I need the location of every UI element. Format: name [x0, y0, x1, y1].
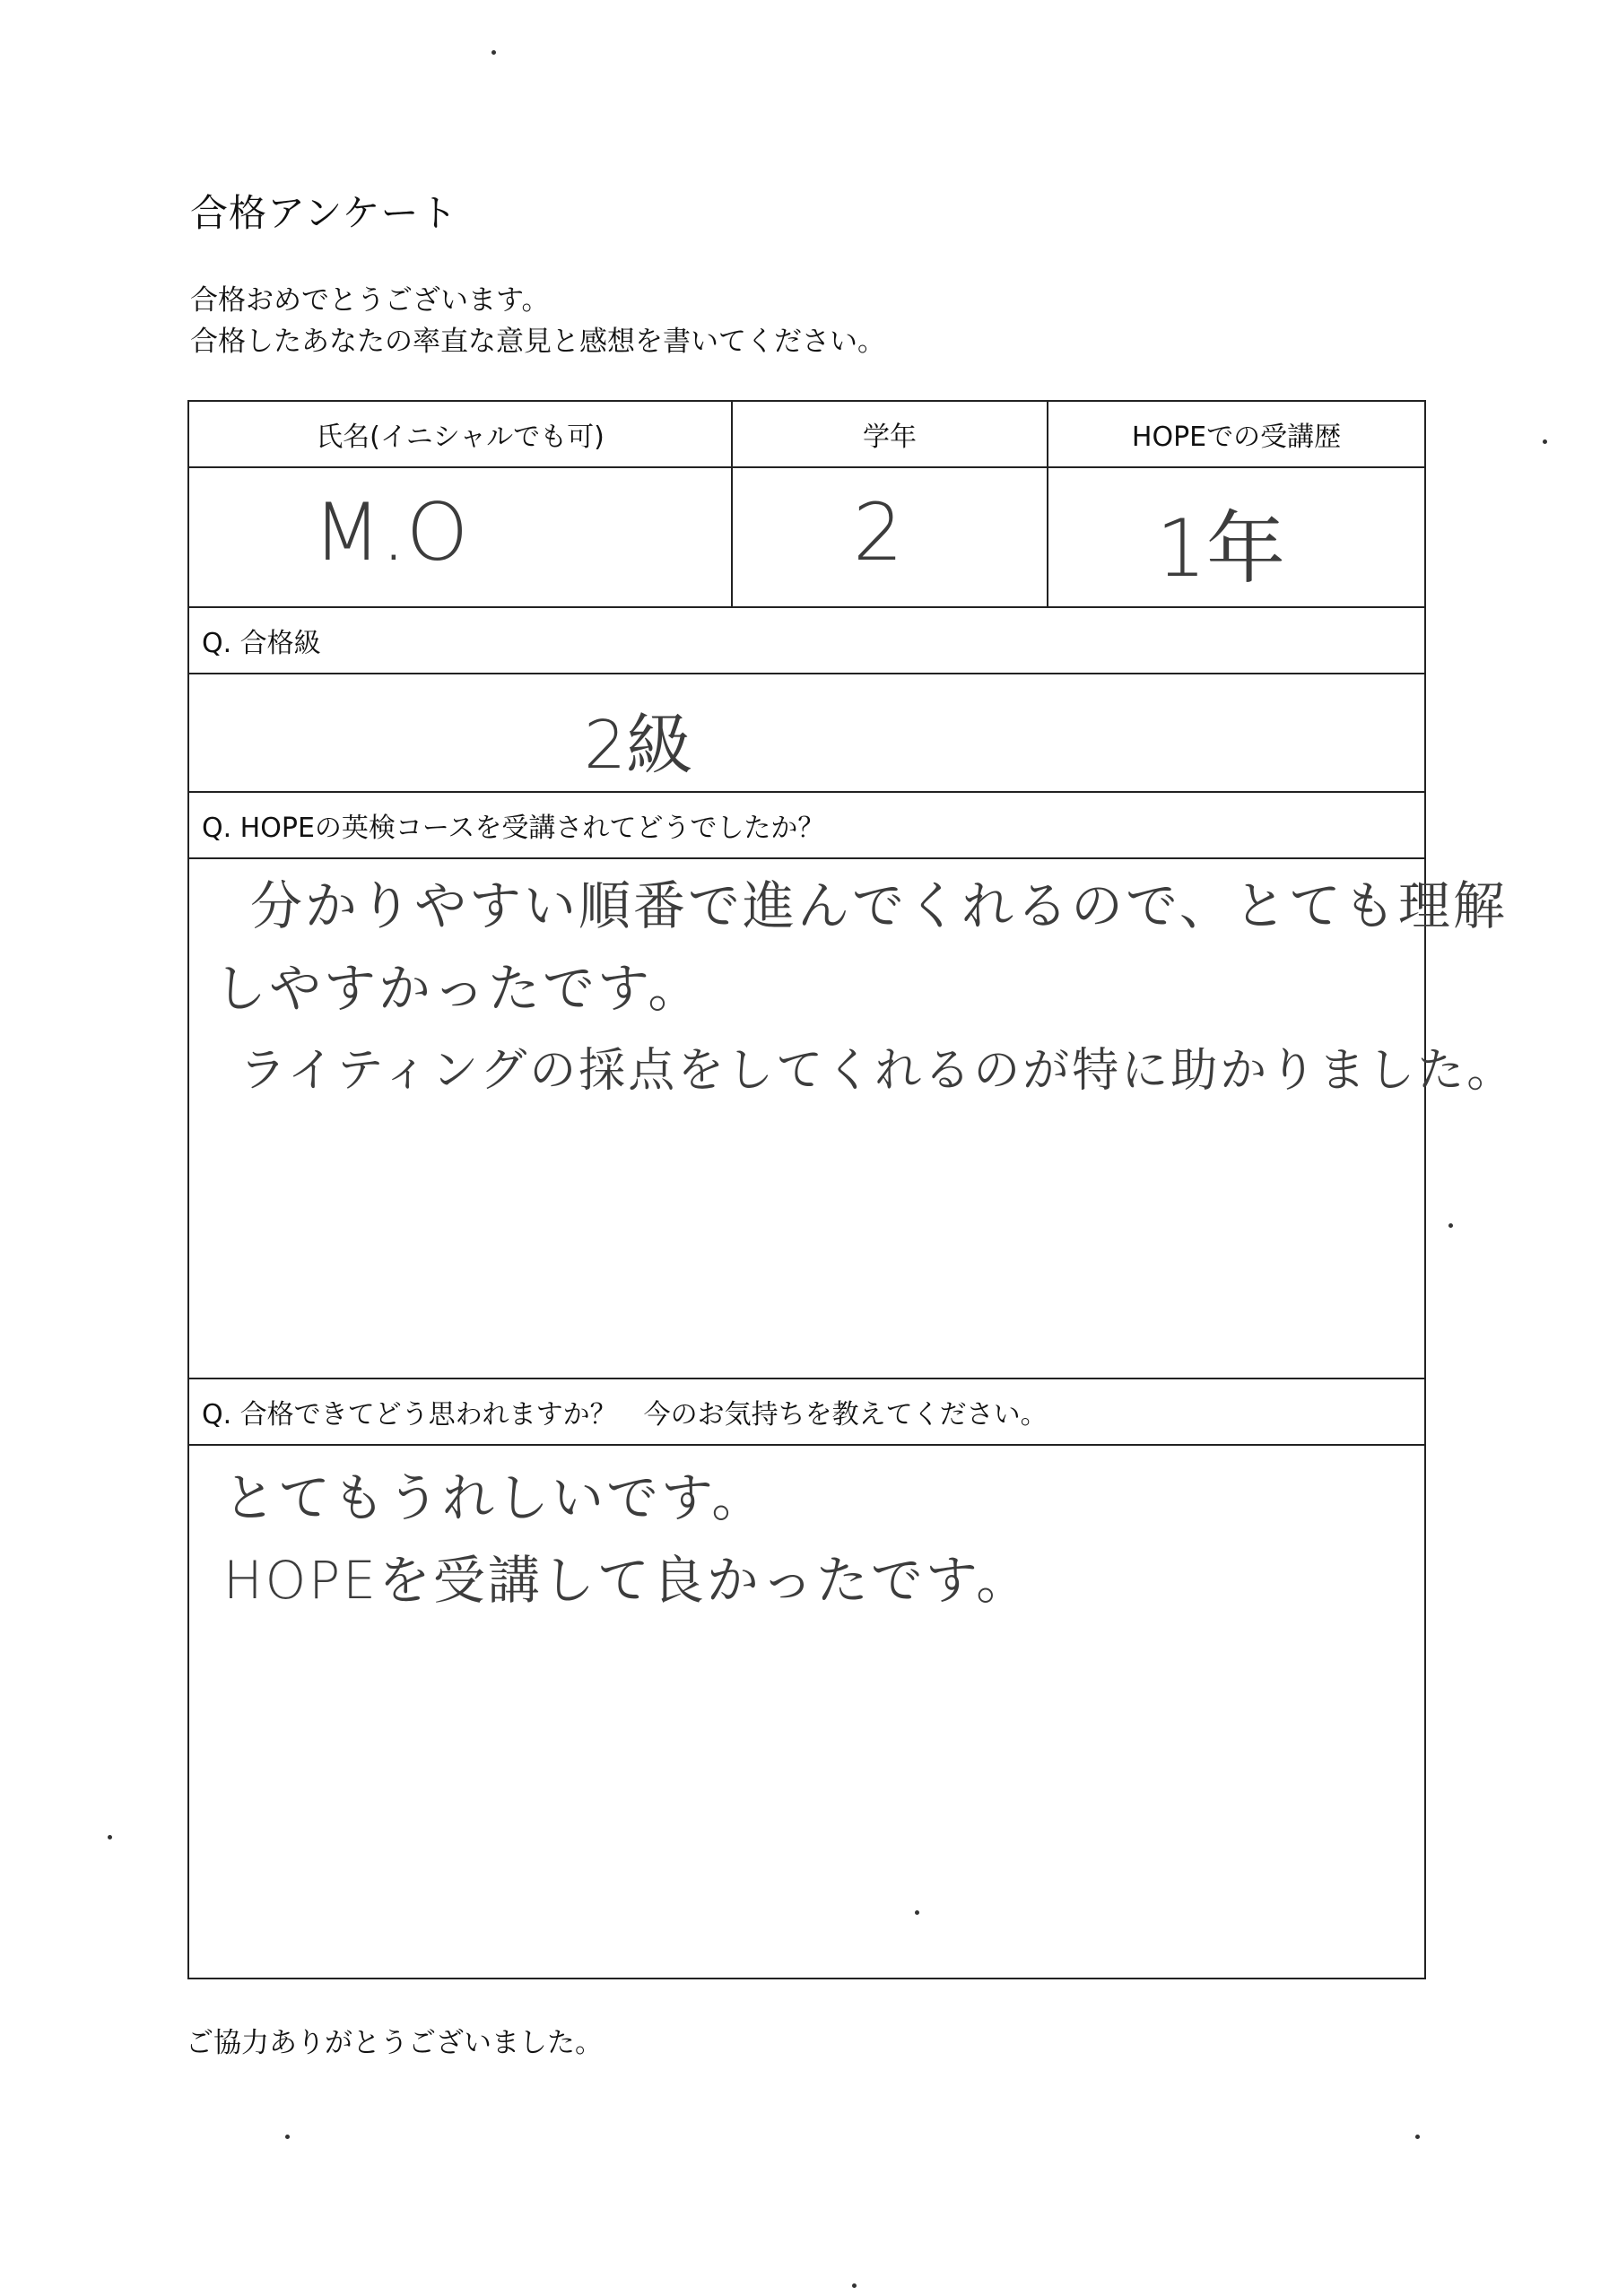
history-cell — [1048, 468, 1424, 606]
scan-speck — [1543, 439, 1547, 444]
scan-speck — [285, 2135, 290, 2139]
scan-speck — [108, 1835, 112, 1839]
answer-line: とてもうれしいです。 — [223, 1467, 767, 1528]
question-2-label: Q. HOPEの英検コースを受講されてどうでしたか？ — [189, 793, 1424, 859]
header-grade: 学年 — [733, 402, 1048, 466]
question-1-answer: 2級 — [584, 707, 693, 784]
table-header-row — [189, 402, 1424, 468]
scan-speck — [915, 1910, 919, 1915]
question-1-label: Q. 合格級 — [189, 608, 1424, 674]
scan-speck — [1415, 2135, 1420, 2139]
answer-line: 分かりやすい順番で進んでくれるので、とても理解 — [250, 875, 1508, 936]
question-3-answer — [223, 1457, 1406, 1622]
question-3-label: Q. 合格できてどう思われますか？ 今のお気持ちを教えてください。 — [189, 1379, 1424, 1446]
scan-speck — [1448, 1223, 1453, 1228]
form-title: 合格アンケート — [190, 191, 458, 235]
header-name: 氏名(イニシャルでも可) — [189, 402, 733, 466]
answer-line: ライティングの採点をしてくれるのが特に助かりました。 — [239, 1044, 1517, 1098]
name-cell — [189, 468, 733, 606]
question-1-answer-box — [189, 674, 1424, 793]
question-3-answer-box — [189, 1446, 1424, 1978]
grade-cell — [733, 468, 1048, 606]
answer-line: HOPEを受講して良かったです。 — [223, 1550, 1031, 1611]
answer-line: しやすかったです。 — [214, 958, 703, 1019]
grade-value: 2 — [853, 486, 903, 578]
scan-speck — [491, 50, 496, 55]
survey-sheet — [187, 400, 1517, 1979]
intro-text — [190, 280, 885, 362]
scan-speck — [852, 2283, 857, 2288]
intro-line-2: 合格したあなたの率直な意見と感想を書いてください。 — [190, 326, 885, 358]
history-value: 1年 — [1156, 502, 1285, 595]
table-value-row — [189, 468, 1424, 608]
footer-thanks: ご協力ありがとうございました。 — [186, 2027, 603, 2059]
name-value: M.O — [313, 486, 469, 578]
question-2-answer — [214, 865, 1517, 1112]
header-history: HOPEでの受講歴 — [1131, 422, 1342, 453]
question-2-answer-box — [189, 859, 1517, 1379]
intro-line-1: 合格おめでとうございます。 — [190, 284, 550, 317]
